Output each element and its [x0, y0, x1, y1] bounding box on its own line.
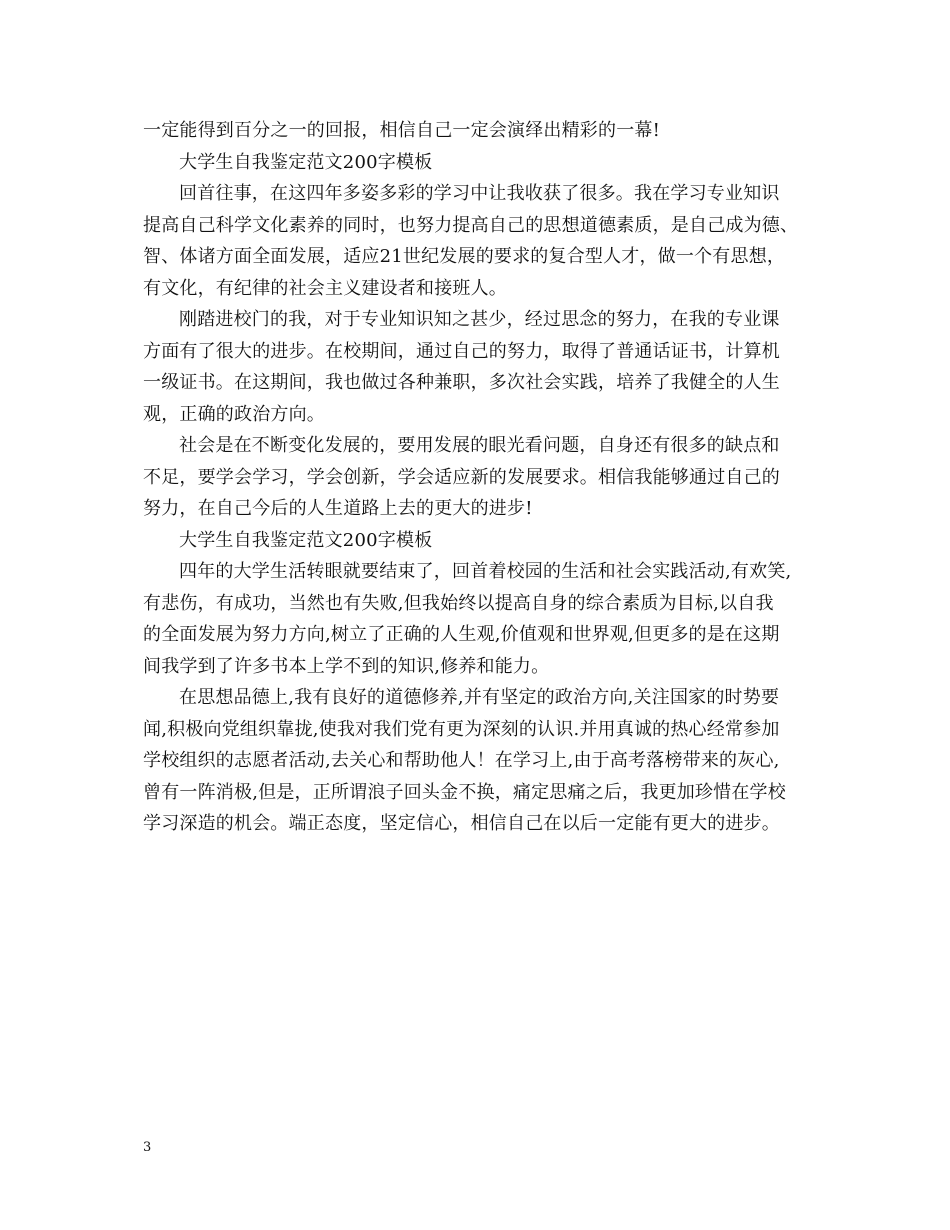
text-line: 间我学到了许多书本上学不到的知识,修养和能力。	[143, 655, 550, 677]
text-line: 回首往事，在这四年多姿多彩的学习中让我收获了很多。我在学习专业知识	[179, 183, 780, 204]
document-body	[143, 115, 813, 840]
text-line: 四年的大学生活转眼就要结束了，回首着校园的生活和社会实践活动,有欢笑,	[179, 561, 792, 582]
section-heading: 大学生自我鉴定范文200字模板	[179, 529, 433, 551]
text-line: 不足，要学会学习，学会创新，学会适应新的发展要求。相信我能够通过自己的	[143, 466, 780, 488]
text-line: 闻,积极向党组织靠拢,使我对我们党有更为深刻的认识.并用真诚的热心经常参加	[143, 718, 780, 740]
text-line: 努力，在自己今后的人生道路上去的更大的进步!	[143, 498, 533, 519]
page-number: 3	[143, 1140, 152, 1155]
text-line: 社会是在不断变化发展的，要用发展的眼光看问题，自身还有很多的缺点和	[179, 435, 780, 456]
text-line: 在思想品德上,我有良好的道德修养,并有坚定的政治方向,关注国家的时势要	[179, 687, 780, 708]
text-line: 一级证书。在这期间，我也做过各种兼职，多次社会实践，培养了我健全的人生	[143, 372, 780, 393]
text-line: 的全面发展为努力方向,树立了正确的人生观,价值观和世界观,但更多的是在这期	[143, 624, 780, 645]
text-line: 刚踏进校门的我，对于专业知识知之甚少，经过思念的努力，在我的专业课	[179, 309, 780, 330]
text-line: 学习深造的机会。端正态度，坚定信心，相信自己在以后一定能有更大的进步。	[143, 813, 780, 834]
text-line: 智、体诸方面全面发展，适应21世纪发展的要求的复合型人才，做一个有思想，	[143, 246, 786, 267]
text-line: 提高自己科学文化素养的同时，也努力提高自己的思想道德素质，是自己成为德、	[143, 214, 799, 236]
section-heading: 大学生自我鉴定范文200字模板	[179, 151, 433, 173]
text-line: 观，正确的政治方向。	[143, 403, 325, 425]
text-line: 一定能得到百分之一的回报，相信自己一定会演绎出精彩的一幕!	[143, 120, 661, 141]
text-line: 学校组织的志愿者活动,去关心和帮助他人！在学习上,由于高考落榜带来的灰心,	[143, 750, 780, 771]
text-line: 曾有一阵消极,但是，正所谓浪子回头金不换，痛定思痛之后，我更加珍惜在学校	[143, 781, 786, 803]
text-line: 有悲伤，有成功，当然也有失败,但我始终以提高自身的综合素质为目标,以自我	[143, 592, 774, 614]
text-line: 有文化，有纪律的社会主义建设者和接班人。	[143, 277, 507, 299]
text-line: 方面有了很大的进步。在校期间，通过自己的努力，取得了普通话证书，计算机	[143, 340, 780, 362]
